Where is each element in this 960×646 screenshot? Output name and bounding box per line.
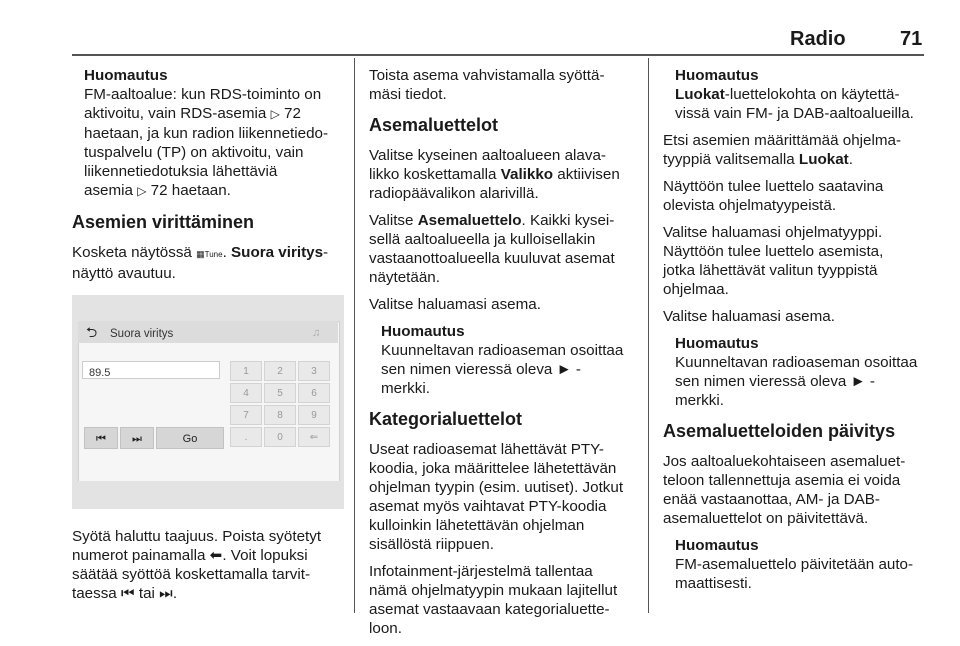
column-divider-2 (648, 58, 649, 613)
paragraph: Valitse kyseinen aaltoalueen alava- likko koskettamalla Valikko aktiivisen radiopäävalikon alarivillä. (369, 147, 620, 202)
paragraph: Useat radioasemat lähettävät PTY- koodia, joka määrittelee lähetettävän ohjelman tyypin (esim. uutiset). Jotkut asemat myös vaihtavat PTY-koodia kulloinkin lähetettävän ohjelman sisällöstä riippuen. (369, 441, 624, 553)
note-line: FM-aaltoalue: kun RDS-toiminto on (84, 86, 322, 103)
paragraph: Infotainment-järjestelmä tallentaa nämä ohjelmatyypin mukaan lajitellut asemat vastaavaan kategorialuette- loon. (369, 563, 618, 637)
keypad-key: 9 (298, 405, 330, 425)
paragraph: Valitse haluamasi asema. (663, 308, 835, 325)
keypad-key: 8 (264, 405, 296, 425)
screen-title: Suora viritys (110, 328, 174, 340)
column-2 (369, 66, 641, 646)
section-heading: Asemaluetteloiden päivitys (663, 421, 896, 441)
note-station: Huomautus Kuunneltavan radioaseman osoittaa sen nimen vieressä oleva ► - merkki. (675, 335, 918, 409)
radio-screen-image (72, 295, 344, 509)
paragraph: Jos aaltoaluekohtaiseen asemaluet- teloon tallennettuja asemia ei voida enää vastaanottaa, AM- ja DAB- asemaluettelot on päivitettävä. (663, 453, 906, 527)
column-3 (663, 66, 928, 601)
note-title: Huomautus (84, 67, 168, 84)
backspace-icon: ⬅ (209, 547, 223, 564)
page-ref-icon: ▷ (270, 107, 280, 121)
seek-back-icon: ⏮ (120, 585, 135, 602)
paragraph: Valitse haluamasi ohjelmatyyppi. Näyttöön tulee luettelo asemista, jotka lähettävät valitun tyyppistä ohjelmaa. (663, 224, 884, 298)
paragraph: Etsi asemien määrittämää ohjelma- tyyppiä valitsemalla Luokat. (663, 132, 902, 168)
note-line: asemia (84, 182, 133, 199)
keypad-key: 5 (264, 383, 296, 403)
section-heading: Asemaluettelot (369, 115, 499, 135)
section-heading: Asemien virittäminen (72, 212, 255, 232)
paragraph: Näyttöön tulee luettelo saatavina olevista ohjelmatyypeistä. (663, 178, 884, 214)
paragraph: Kosketa näytössä ▦Tune. Suora viritys- näyttö avautuu. (72, 244, 329, 282)
keypad-key: 4 (230, 383, 262, 403)
note-line: haetaan, ja kun radion liikennetiedo- (84, 125, 329, 142)
page-header-title: Radio (790, 28, 846, 50)
music-note-icon: ♫ (312, 327, 321, 339)
keypad-key: 2 (264, 361, 296, 381)
keypad-key: . (230, 427, 262, 447)
keypad-key: 3 (298, 361, 330, 381)
keypad-key: 6 (298, 383, 330, 403)
paragraph: Valitse Asemaluettelo. Kaikki kysei- sellä aaltoalueella ja kulloisellakin vastaanottoalueella kuuluvat asemat näytetään. (369, 212, 615, 286)
page-ref-icon: ▷ (137, 184, 147, 198)
keypad-key: 0 (264, 427, 296, 447)
note-line: tuspalvelu (TP) on aktivoitu, vain (84, 144, 304, 161)
note-station: Huomautus Kuunneltavan radioaseman osoittaa sen nimen vieressä oleva ► - merkki. (381, 323, 624, 397)
keypad-key: 1 (230, 361, 262, 381)
note-fm-update: Huomautus FM-asemaluettelo päivitetään auto- maattisesti. (675, 537, 914, 592)
paragraph: Syötä haluttu taajuus. Poista syötetyt numerot painamalla ⬅. Voit lopuksi säätää syöttöä koskettamalla tarvit- taessa ⏮ tai ⏭. (72, 528, 322, 602)
back-arrow-icon: ⮌ (86, 324, 98, 340)
backspace-key: ⇐ (298, 427, 330, 447)
screen-bottom (72, 481, 344, 509)
note-line: liikennetiedotuksia lähettäviä (84, 163, 278, 180)
go-button: Go (156, 427, 224, 449)
play-arrow-icon: ► (850, 373, 866, 390)
column-divider-1 (354, 58, 355, 613)
play-arrow-icon: ► (556, 361, 572, 378)
note-line: aktivoitu, vain RDS-asemia (84, 105, 267, 122)
seek-back-icon: ⏮ (84, 427, 118, 449)
note-categories: Huomautus Luokat-luettelokohta on käytettä- vissä vain FM- ja DAB-aaltoalueilla. (675, 67, 914, 122)
page-ref: 72 (284, 105, 301, 122)
column-1 (72, 66, 347, 611)
frequency-field: 89.5 (82, 361, 220, 379)
note-line: 72 haetaan. (150, 182, 231, 199)
note-rds (72, 66, 347, 201)
tune-icon: ▦ (196, 249, 205, 259)
page-number: 71 (900, 28, 923, 50)
keypad-key: 7 (230, 405, 262, 425)
section-heading: Kategorialuettelot (369, 409, 523, 429)
paragraph: Valitse haluamasi asema. (369, 296, 541, 313)
seek-forward-icon: ⏭ (159, 585, 173, 602)
header-rule (72, 54, 924, 56)
paragraph: Toista asema vahvistamalla syöttä- mäsi tiedot. (369, 67, 605, 103)
seek-forward-icon: ⏭ (120, 427, 154, 449)
